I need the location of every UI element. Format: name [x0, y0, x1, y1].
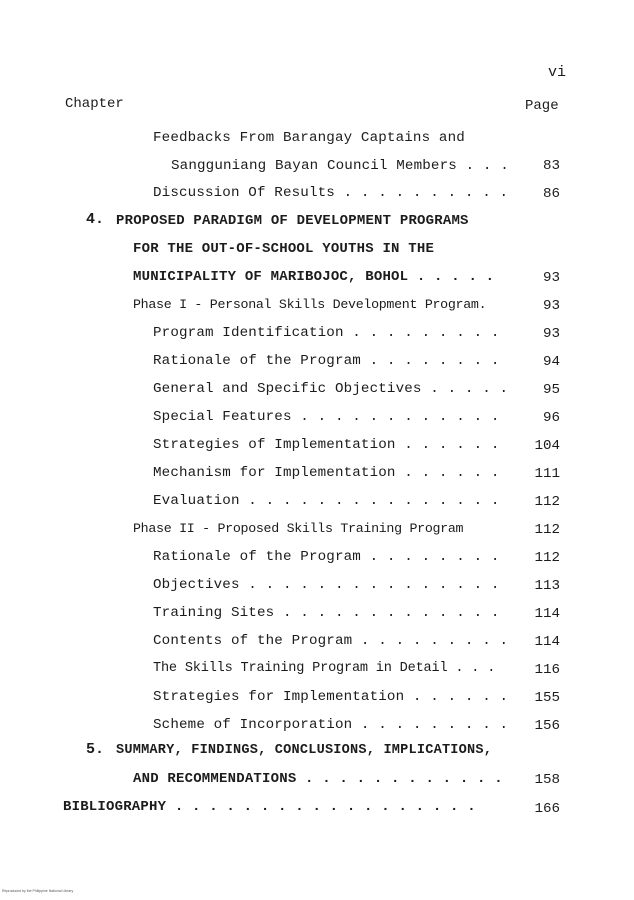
toc-page-feedbacks: 83: [542, 158, 560, 174]
chapter-column-label: Chapter: [65, 96, 124, 112]
toc-page-strategies-1: 104: [534, 438, 560, 454]
toc-entry-objectives-2: Objectives . . . . . . . . . . . . . . .: [153, 577, 500, 593]
toc-page-program-identification: 93: [542, 326, 560, 342]
toc-page-phase-2: 112: [534, 522, 560, 538]
toc-entry-evaluation: Evaluation . . . . . . . . . . . . . . .: [153, 493, 500, 509]
toc-page-mechanism: 111: [534, 466, 560, 482]
chapter-5-title-line2: AND RECOMMENDATIONS . . . . . . . . . . . .: [133, 771, 503, 787]
toc-page-strategies-2: 155: [534, 690, 560, 706]
chapter-4-title-line2: FOR THE OUT-OF-SCHOOL YOUTHS IN THE: [133, 241, 435, 257]
toc-entry-phase-1: Phase I - Personal Skills Development Program.: [133, 297, 487, 312]
toc-entry-program-identification: Program Identification . . . . . . . . .: [153, 325, 500, 341]
toc-entry-strategies-2: Strategies for Implementation . . . . . .: [153, 689, 509, 705]
toc-page-bibliography: 166: [534, 801, 560, 817]
toc-entry-feedbacks-line2: Sangguniang Bayan Council Members . . .: [171, 158, 509, 174]
toc-entry-skills-detail: The Skills Training Program in Detail . . .: [153, 661, 496, 676]
toc-page-objectives-2: 113: [534, 578, 560, 594]
toc-page-chapter-4: 93: [542, 270, 560, 286]
page-number: vi: [548, 64, 567, 81]
toc-entry-special-features: Special Features . . . . . . . . . . . .: [153, 409, 500, 425]
chapter-4-number: 4.: [86, 211, 105, 228]
toc-page-training-sites: 114: [534, 606, 560, 622]
toc-entry-discussion: Discussion Of Results . . . . . . . . . .: [153, 185, 509, 201]
chapter-5-number: 5.: [86, 741, 105, 758]
toc-page-skills-detail: 116: [534, 662, 560, 678]
toc-page-objectives-1: 95: [542, 382, 560, 398]
toc-entry-rationale-2: Rationale of the Program . . . . . . . .: [153, 549, 500, 565]
toc-entry-rationale-1: Rationale of the Program . . . . . . . .: [153, 353, 500, 369]
chapter-4-title-line1: PROPOSED PARADIGM OF DEVELOPMENT PROGRAMS: [116, 213, 469, 229]
toc-page-chapter-5: 158: [534, 772, 560, 788]
toc-entry-bibliography: BIBLIOGRAPHY . . . . . . . . . . . . . . . . . .: [63, 799, 476, 815]
toc-entry-phase-2: Phase II - Proposed Skills Training Program: [133, 521, 464, 536]
toc-entry-objectives-1: General and Specific Objectives . . . . .: [153, 381, 509, 397]
toc-page-evaluation: 112: [534, 494, 560, 510]
toc-page-scheme: 156: [534, 718, 560, 734]
toc-entry-mechanism: Mechanism for Implementation . . . . . .: [153, 465, 500, 481]
toc-entry-strategies-1: Strategies of Implementation . . . . . .: [153, 437, 500, 453]
toc-page-discussion: 86: [542, 186, 560, 202]
toc-page-contents: 114: [534, 634, 560, 650]
scan-footer-note: Reproduced by the Philippine National Library: [2, 889, 74, 893]
chapter-5-title-line1: SUMMARY, FINDINGS, CONCLUSIONS, IMPLICATIONS,: [116, 743, 493, 758]
toc-entry-scheme: Scheme of Incorporation . . . . . . . . .: [153, 717, 509, 733]
page-column-label: Page: [525, 98, 559, 114]
toc-entry-contents: Contents of the Program . . . . . . . . .: [153, 633, 509, 649]
toc-entry-training-sites: Training Sites . . . . . . . . . . . . .: [153, 605, 500, 621]
toc-page-special-features: 96: [542, 410, 560, 426]
toc-entry-feedbacks-line1: Feedbacks From Barangay Captains and: [153, 130, 465, 146]
toc-page-rationale-1: 94: [542, 354, 560, 370]
toc-page-rationale-2: 112: [534, 550, 560, 566]
toc-page-phase-1: 93: [542, 298, 560, 314]
chapter-4-title-line3: MUNICIPALITY OF MARIBOJOC, BOHOL . . . . .: [133, 269, 495, 285]
